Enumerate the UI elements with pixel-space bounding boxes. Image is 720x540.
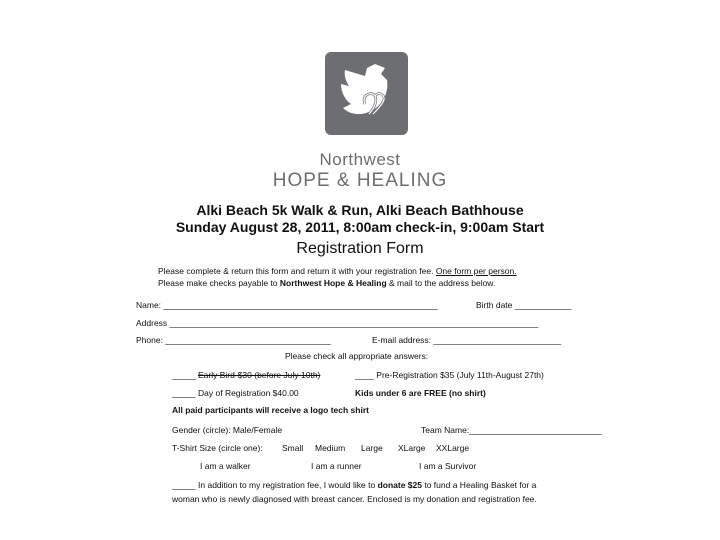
phone-field[interactable]: Phone: ___________________________________ (136, 335, 331, 345)
form-title: Registration Form (296, 240, 424, 257)
org-name-line2: HOPE & HEALING (272, 170, 448, 191)
team-name-field[interactable]: Team Name:____________________________ (421, 425, 602, 435)
size-option-large[interactable]: Large (361, 443, 383, 453)
check-prompt: Please check all appropriate answers: (285, 351, 429, 361)
event-title: Alki Beach 5k Walk & Run, Alki Beach Bathhouse (196, 202, 524, 218)
dove-with-ribbon-icon (325, 52, 408, 135)
shirt-size-label: T-Shirt Size (circle one): (172, 443, 263, 453)
gender-field[interactable]: Gender (circle): Male/Female (172, 425, 283, 435)
email-field[interactable]: E-mail address: ___________________________ (372, 335, 562, 345)
donation-post: to fund a Healing Basket for a (424, 480, 537, 490)
role-walker[interactable]: I am a walker (200, 461, 251, 471)
donation-amount: donate $25 (377, 480, 422, 490)
early-bird-option[interactable] (172, 370, 320, 380)
day-of-label: Day of Registration $40.00 (198, 388, 299, 398)
org-name-line1: Northwest (319, 150, 401, 169)
instructions-line1 (158, 266, 517, 276)
name-field[interactable]: Name: __________________________________________________________ (136, 300, 438, 310)
pre-registration-blank[interactable]: ____ (355, 370, 374, 380)
payable-org: Northwest Hope & Healing (279, 278, 387, 288)
instructions-line2 (158, 278, 495, 288)
size-option-small[interactable]: Small (282, 443, 304, 453)
address-field[interactable]: Address ______________________________________________________________________________ (136, 318, 539, 328)
kids-free-note: Kids under 6 are FREE (no shirt) (355, 388, 486, 398)
instructions-text: Please complete & return this form and return it with your registration fee. (158, 266, 434, 276)
payable-pre: Please make checks payable to (158, 278, 278, 288)
logo-shirt-note: All paid participants will receive a logo tech shirt (172, 405, 369, 415)
donation-blank[interactable]: _____ (172, 480, 196, 490)
donation-pre: In addition to my registration fee, I would like to (198, 480, 376, 490)
size-option-xlarge[interactable]: XLarge (398, 443, 426, 453)
organization-logo (325, 52, 408, 135)
payable-post: & mail to the address below. (389, 278, 496, 288)
early-bird-blank[interactable]: _____ (172, 370, 196, 380)
role-survivor[interactable]: I am a Survivor (419, 461, 477, 471)
birthdate-field[interactable]: Birth date ____________ (476, 300, 572, 310)
instructions-emphasis: One form per person. (435, 266, 517, 276)
role-runner[interactable]: I am a runner (311, 461, 362, 471)
day-of-option[interactable] (172, 388, 299, 398)
day-of-blank[interactable]: _____ (172, 388, 196, 398)
size-option-medium[interactable]: Medium (315, 443, 346, 453)
event-datetime: Sunday August 28, 2011, 8:00am check-in, 9:00am Start (175, 219, 545, 235)
pre-registration-label: Pre-Registration $35 (July 11th-August 27th) (376, 370, 544, 380)
donation-line1 (172, 480, 536, 490)
pre-registration-option[interactable] (355, 370, 544, 380)
donation-line2: woman who is newly diagnosed with breast cancer. Enclosed is my donation and registration fee. (172, 494, 537, 504)
size-option-xxlarge[interactable]: XXLarge (436, 443, 470, 453)
early-bird-label: Early Bird-$30 (before July 10th) (198, 370, 321, 380)
